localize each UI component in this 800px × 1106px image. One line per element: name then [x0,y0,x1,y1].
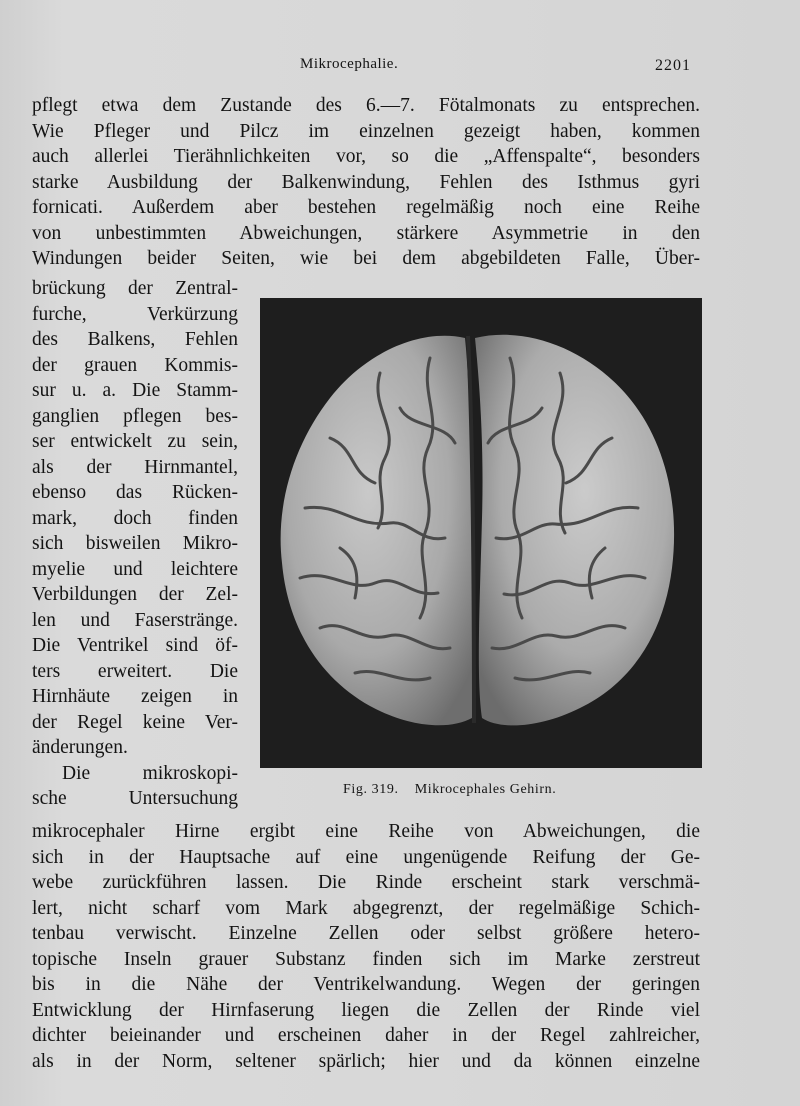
text-line: als der Hirnmantel, [32,456,238,478]
text-line: Entwicklung der Hirnfaserung liegen die Zellen der Rinde viel [32,999,700,1021]
text-line: Wie Pfleger und Pilcz im einzelnen gezeigt haben, kommen [32,120,700,142]
text-line: der grauen Kommis- [32,354,238,376]
text-line: pflegt etwa dem Zustande des 6.—7. Fötalmonats zu entsprechen. [32,95,700,116]
text-line: Die mikroskopi- [62,762,238,784]
text-line: sich in der Hauptsache auf eine ungenügende Reifung der Ge- [32,846,700,868]
paragraph-column [32,276,238,812]
text-line: lert, nicht scharf vom Mark abgegrenzt, der regelmäßige Schich- [32,897,700,919]
text-line: sche Untersuchung [32,788,238,809]
text-line: topische Inseln grauer Substanz finden sich im Marke zerstreut [32,948,700,970]
brain-photograph [260,298,702,768]
text-line: len und Faserstränge. [32,609,238,631]
text-line: fornicati. Außerdem aber bestehen regelmäßig noch eine Reihe [32,197,700,218]
text-line: der Regel keine Ver- [32,711,238,733]
text-line: Die Ventrikel sind öf- [32,635,238,656]
text-line: ebenso das Rücken- [32,482,238,503]
text-line: furche, Verkürzung [32,303,238,325]
figure-number: Fig. 319. [343,782,399,797]
text-line: Verbildungen der Zel- [32,584,238,605]
text-line: myelie und leichtere [32,558,238,580]
text-line: als in der Norm, seltener spärlich; hier und da können einzelne [32,1050,700,1072]
text-line: Hirnhäute zeigen in [32,686,238,707]
text-line: brückung der Zentral- [32,278,238,299]
text-line: webe zurückführen lassen. Die Rinde erscheint stark verschmä- [32,872,700,893]
paragraph-top [32,93,700,272]
text-line: mikrocephaler Hirne ergibt eine Reihe von Abweichungen, die [32,821,700,842]
text-line: von unbestimmten Abweichungen, stärkere Asymmetrie in den [32,222,700,244]
brain-image [260,298,702,768]
running-head [0,56,800,78]
text-line: mark, doch finden [32,507,238,529]
text-line: Windungen beider Seiten, wie bei dem abgebildeten Falle, Über- [32,248,700,269]
text-line: ser entwickelt zu sein, [32,431,238,452]
text-line: ters erweitert. Die [32,660,238,682]
running-title: Mikrocephalie. [300,56,399,72]
figure-caption [343,782,556,798]
text-line: sich bisweilen Mikro- [32,533,238,554]
text-line: auch allerlei Tierähnlichkeiten vor, so die „Affenspalte“, besonders [32,146,700,167]
text-line: änderungen. [32,737,128,758]
text-line: des Balkens, Fehlen [32,329,238,350]
page-number: 2201 [655,57,691,74]
text-line: ganglien pflegen bes- [32,405,238,427]
text-line: tenbau verwischt. Einzelne Zellen oder selbst größere hetero- [32,923,700,944]
text-line: sur u. a. Die Stamm- [32,380,238,401]
paragraph-bottom [32,819,700,1074]
figure-title: Mikrocephales Gehirn. [414,782,557,797]
text-line: dichter beieinander und erscheinen daher in der Regel zahlreicher, [32,1025,700,1046]
text-line: bis in die Nähe der Ventrikelwandung. Wegen der geringen [32,974,700,995]
text-line: starke Ausbildung der Balkenwindung, Fehlen des Isthmus gyri [32,171,700,193]
